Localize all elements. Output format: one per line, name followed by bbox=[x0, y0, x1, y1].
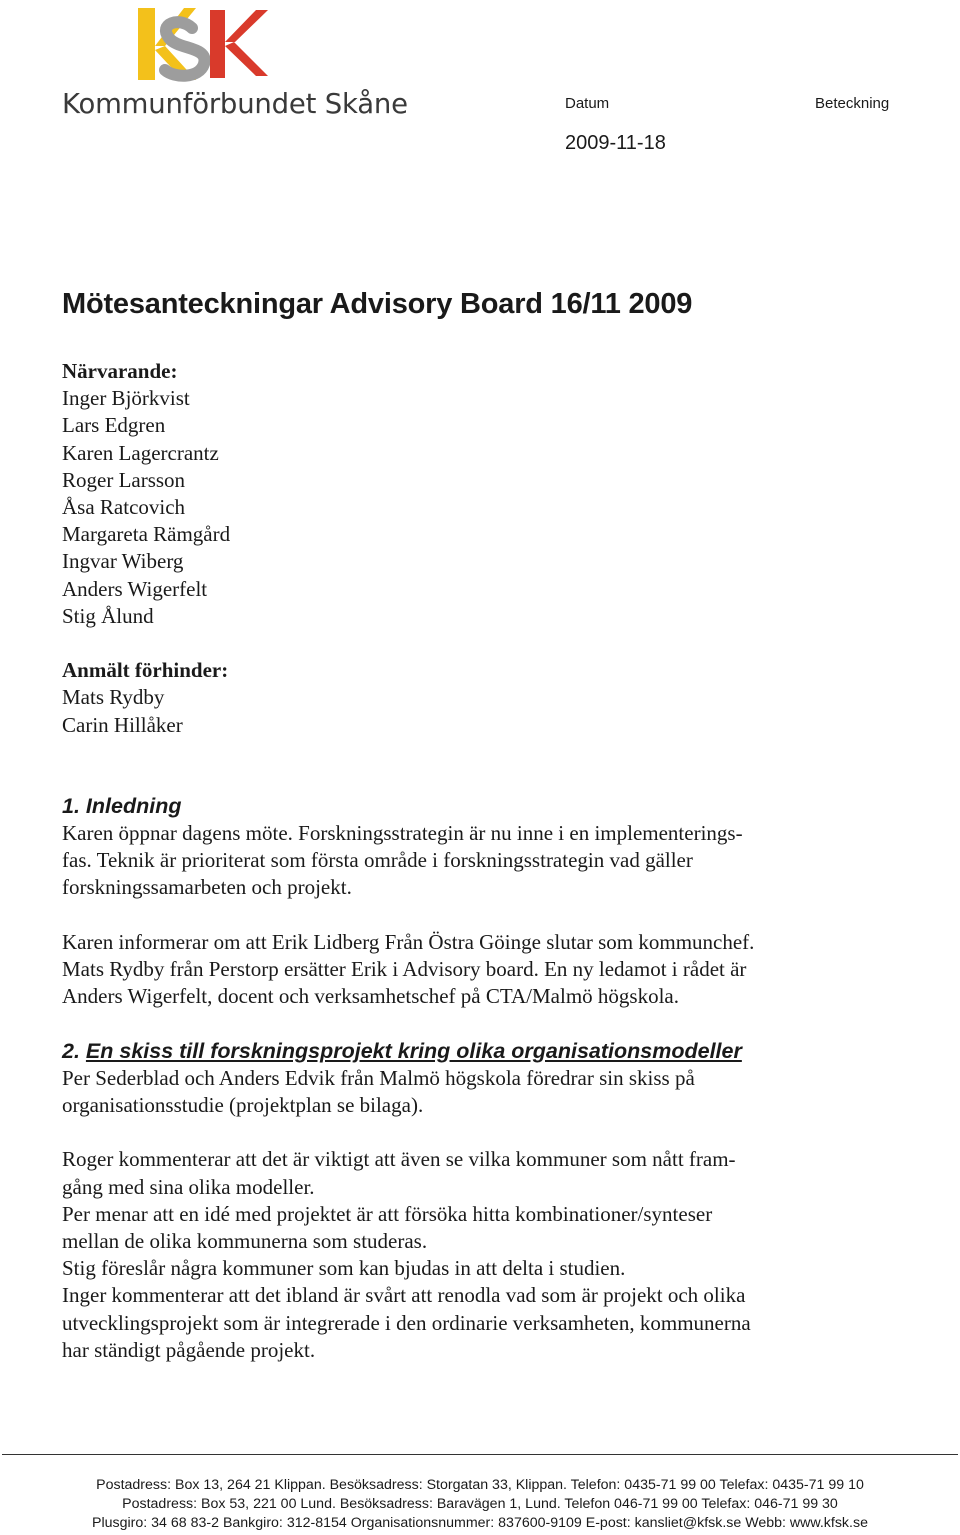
absent-name: Carin Hillåker bbox=[62, 712, 183, 737]
footer-line-payment: Plusgiro: 34 68 83-2 Bankgiro: 312-8154 Organisationsnummer: 837600-9109 E-post: kansliet@kfsk.se Webb: www.kfsk.se bbox=[92, 1515, 868, 1531]
attendee-name: Anders Wigerfelt bbox=[62, 576, 208, 601]
attendee-name: Ingvar Wiberg bbox=[62, 549, 184, 574]
attendee-name: Lars Edgren bbox=[62, 413, 166, 438]
section-1-title: Inledning bbox=[85, 793, 182, 818]
logo-wordmark: Kommunförbundet Skåne bbox=[62, 88, 408, 120]
footer-divider bbox=[2, 1454, 958, 1455]
document-title: Mötesanteckningar Advisory Board 16/11 2009 bbox=[62, 288, 693, 320]
reference-label: Beteckning bbox=[815, 95, 890, 112]
paragraph-line: Karen informerar om att Erik Lidberg Från Östra Göinge slutar som kommunchef. bbox=[62, 929, 755, 954]
paragraph-line: organisationsstudie (projektplan se bilaga). bbox=[62, 1093, 424, 1118]
paragraph-line: Stig föreslår några kommuner som kan bjudas in att delta i studien. bbox=[62, 1256, 626, 1281]
section-1-heading bbox=[62, 793, 852, 820]
ksk-logo-mark bbox=[62, 6, 272, 86]
date-value: 2009-11-18 bbox=[565, 132, 666, 154]
footer-line-klippan: Postadress: Box 13, 264 21 Klippan. Besöksadress: Storgatan 33, Klippan. Telefon: 0435-71 99 00 Telefax: 0435-71 99 10 bbox=[96, 1477, 864, 1493]
paragraph-line: Anders Wigerfelt, docent och verksamhetschef på CTA/Malmö högskola. bbox=[62, 984, 679, 1009]
paragraph-line: mellan de olika kommunerna som studeras. bbox=[62, 1229, 428, 1254]
section-1-number: 1. bbox=[62, 793, 80, 818]
absent-heading: Anmält förhinder: bbox=[62, 658, 229, 683]
paragraph-line: Mats Rydby från Perstorp ersätter Erik i Advisory board. En ny ledamot i rådet är bbox=[62, 957, 747, 982]
attendees-heading: Närvarande: bbox=[62, 359, 178, 383]
paragraph-line: Per menar att en idé med projektet är att försöka hitta kombinationer/synteser bbox=[62, 1201, 713, 1226]
paragraph-line: Inger kommenterar att det ibland är svårt att renodla vad som är projekt och olika bbox=[62, 1283, 746, 1308]
section-2-heading bbox=[62, 1038, 852, 1065]
document-body bbox=[62, 358, 852, 1364]
paragraph-line: gång med sina olika modeller. bbox=[62, 1174, 315, 1199]
section-2-title: En skiss till forskningsprojekt kring olika organisationsmodeller bbox=[85, 1038, 742, 1063]
attendee-name: Roger Larsson bbox=[62, 467, 186, 492]
attendee-name: Karen Lagercrantz bbox=[62, 440, 219, 465]
absent-name: Mats Rydby bbox=[62, 685, 165, 710]
attendee-name: Stig Ålund bbox=[62, 603, 154, 628]
ksk-logo bbox=[62, 6, 408, 120]
date-label: Datum bbox=[565, 95, 610, 112]
attendee-name: Inger Björkvist bbox=[62, 386, 190, 411]
footer-line-lund: Postadress: Box 53, 221 00 Lund. Besöksadress: Baravägen 1, Lund. Telefon 046-71 99 00 Telefax: 046-71 99 30 bbox=[122, 1496, 838, 1512]
paragraph-line: Roger kommenterar att det är viktigt att även se vilka kommuner som nått fram- bbox=[62, 1147, 736, 1172]
section-2-number: 2. bbox=[62, 1038, 80, 1063]
paragraph-line: Per Sederblad och Anders Edvik från Malmö högskola föredrar sin skiss på bbox=[62, 1065, 695, 1090]
attendee-name: Åsa Ratcovich bbox=[62, 495, 186, 520]
paragraph-line: forskningssamarbeten och projekt. bbox=[62, 875, 352, 900]
attendee-name: Margareta Rämgård bbox=[62, 522, 231, 547]
paragraph-line: Karen öppnar dagens möte. Forskningsstrategin är nu inne i en implementerings- bbox=[62, 821, 743, 846]
paragraph-line: utvecklingsprojekt som är integrerade i den ordinarie verksamheten, kommunerna bbox=[62, 1310, 751, 1335]
paragraph-line: fas. Teknik är prioriterat som första område i forskningsstrategin vad gäller bbox=[62, 848, 693, 873]
paragraph-line: har ständigt pågående projekt. bbox=[62, 1337, 316, 1362]
